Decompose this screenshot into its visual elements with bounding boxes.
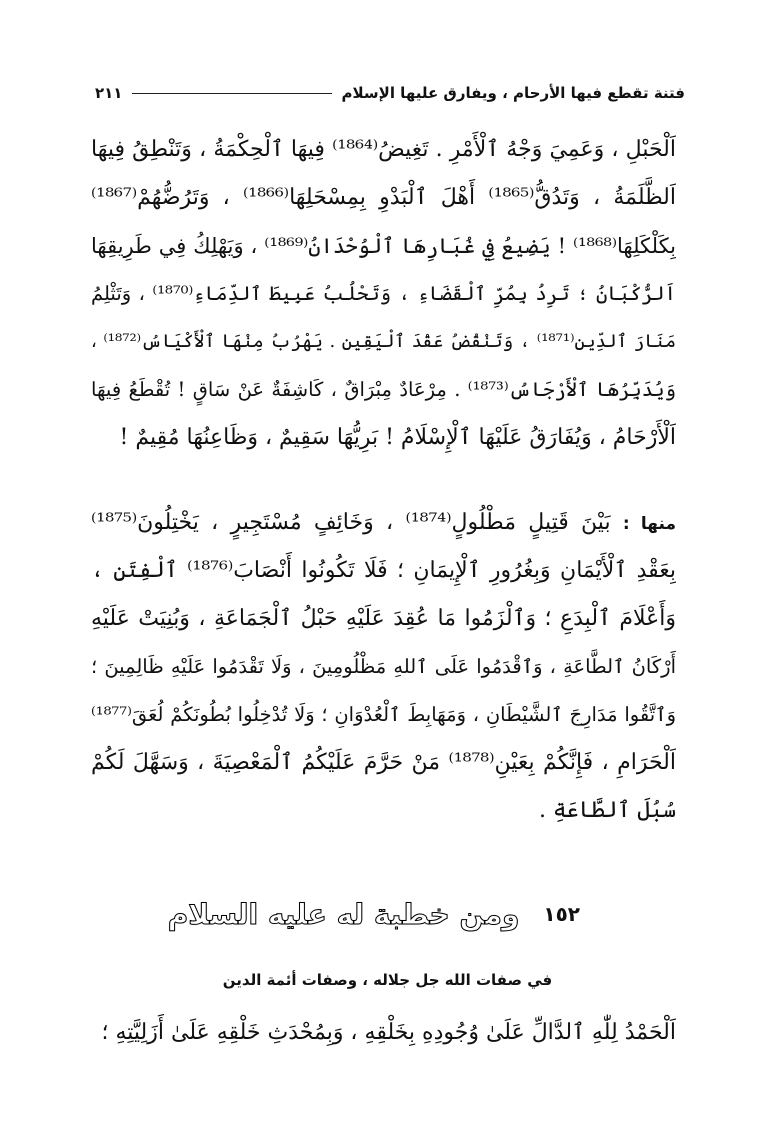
text-line: مَنَارَ ٱلدِّينِ⁽¹⁸⁷¹⁾ ، وَتَنْقُضُ عَقْدَ ٱلْيَقِينِ . يَهْرُبُ مِنْهَا ٱلْأَكْيَاسُ⁽¹⁸⁷²⁾ ، (91, 331, 676, 352)
sermon-heading (167, 884, 580, 944)
text-line: اَلْأَرْحَامُ ، وَيُفَارَقُ عَلَيْهَا ٱلْإِسْلَامُ ! بَرِيُّهَا سَقِيمٌ ، وَظَاعِنُهَا مُقِيمٌ ! (119, 425, 676, 450)
text-line: اَلْحَمْدُ لِلّٰهِ ٱلدَّالِّ عَلَىٰ وُجُودِهِ بِخَلْقِهِ ، وَبِمُحْدَثِ خَلْقِهِ عَلَىٰ أَزَلِيَّتِهِ ؛ (101, 1020, 676, 1045)
running-header (95, 78, 685, 108)
text-line: اَلْحَبْلِ ، وَعَمِيَ وَجْهُ ٱلْأَمْرِ . تَغِيضُ⁽¹⁸⁶⁴⁾ فِيهَا ٱلْحِكْمَةُ ، وَتَنْطِقُ فِيهَا (91, 137, 676, 162)
text-line (91, 498, 676, 548)
text-line: وَأَعْلَامَ ٱلْبِدَعِ ؛ وَٱلْزَمُوا مَا عُقِدَ عَلَيْهِ حَبْلُ ٱلْجَمَاعَةِ ، وَبُنِيَتْ عَلَيْهِ (91, 606, 676, 631)
header-rule (132, 93, 331, 94)
page-number: ٢١١ (95, 84, 123, 102)
text-line: أَرْكَانُ ٱلطَّاعَةِ ، وَٱقْدَمُوا عَلَى ٱللهِ مَظْلُومِينَ ، وَلَا تَقْدَمُوا عَلَيْهِ ظَالِمِينَ ؛ (91, 655, 676, 678)
sermon-title: ومن خطبة له عليه السلام (167, 897, 520, 931)
text-line: بِعَقْدِ ٱلْأَيْمَانِ وَبِغُرُورِ ٱلْإِيمَانِ ؛ فَلَا تَكُونُوا أَنْصَابَ⁽¹⁸⁷⁶⁾ ٱلْفِتَنِ ، (91, 558, 676, 583)
sermon-number: ١٥٢ (543, 902, 580, 926)
section-lead: منها : (622, 514, 676, 534)
text-line: سُبُلَ ٱلطَّاعَةِ . (539, 798, 676, 823)
text-line: اَلظَّلَمَةُ ، وَتَدُقُّ⁽¹⁸⁶⁵⁾ أَهْلَ ٱلْبَدْوِ بِمِسْحَلِهَا⁽¹⁸⁶⁶⁾ ، وَتَرُضُّهُمْ⁽¹⁸⁶⁷⁾ (91, 185, 676, 210)
running-title: فتنة تقطع فيها الأرحام ، ويفارق عليها الإسلام (341, 84, 685, 102)
text-line: وَيُدَبِّرُهَا ٱلْأَرْجَاسُ⁽¹⁸⁷³⁾ . مِرْعَادٌ مِبْرَاقٌ ، كَاشِفَةٌ عَنْ سَاقٍ ! تُقْطَعُ فِيهَا (91, 378, 676, 401)
text-line: اَلرُّكْبَانُ ؛ تَرِدُ بِمُرِّ ٱلْقَضَاءِ ، وَتَحْلُبُ عَبِيطَ ٱلدِّمَاءِ⁽¹⁸⁷⁰⁾ ، وَتَثْلِمُ (91, 282, 676, 305)
text-line: اَلْحَرَامِ ، فَإِنَّكُمْ بِعَيْنِ⁽¹⁸⁷⁸⁾ مَنْ حَرَّمَ عَلَيْكُمُ ٱلْمَعْصِيَةَ ، وَسَهَّلَ لَكُمْ (91, 750, 676, 775)
text-span: بَيْنَ قَتِيلٍ مَطْلُولٍ⁽¹⁸⁷⁴⁾ ، وَخَائِفٍ مُسْتَجِيرٍ ، يَخْتِلُونَ⁽¹⁸⁷⁵⁾ (91, 510, 611, 535)
text-line: وَٱتَّقُوا مَدَارِجَ ٱلشَّيْطَانِ ، وَمَهَابِطَ ٱلْعُدْوَانِ ؛ وَلَا تُدْخِلُوا بُطُونَكُمْ لُعَقَ⁽¹⁸⁷⁷⁾ (91, 703, 676, 726)
text-line: بِكَلْكَلِهَا⁽¹⁸⁶⁸⁾ ! يَضِيعُ فِي غُبَارِهَا ٱلْوُحْدَانُ⁽¹⁸⁶⁹⁾ ، وَيَهْلِكُ فِي طَرِيقِهَا (91, 234, 676, 258)
sermon-subtitle: في صفات الله جل جلاله ، وصفات أئمة الدين (222, 971, 553, 989)
